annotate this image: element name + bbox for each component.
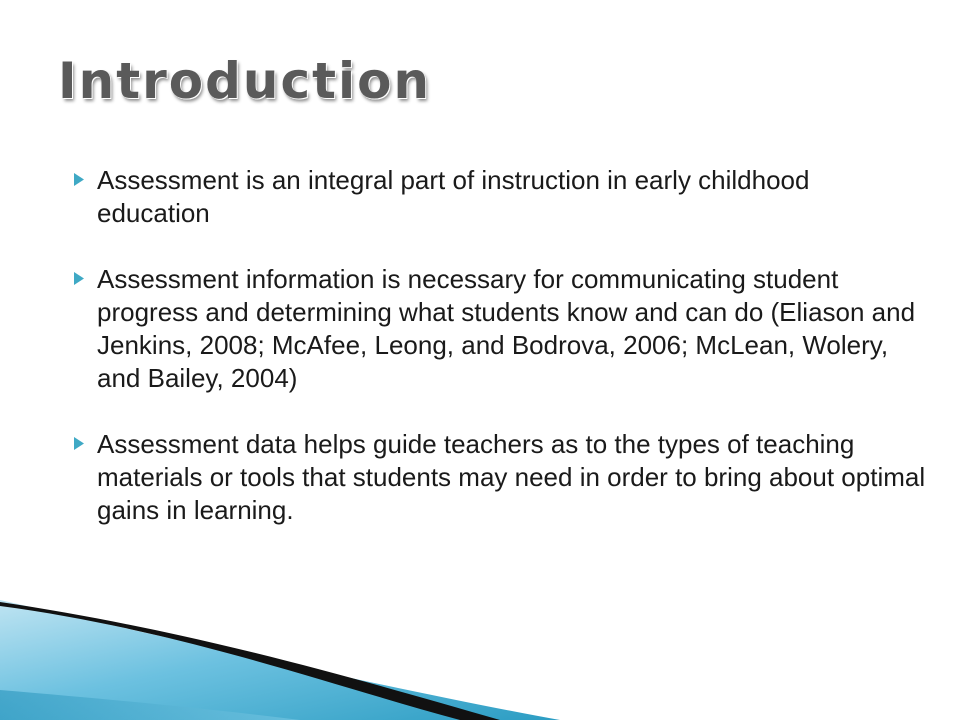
bullet-item [66,164,926,231]
triangle-bullet-icon [74,272,84,285]
triangle-bullet-icon [74,437,84,450]
bullet-item [66,263,926,396]
bullet-text: Assessment information is necessary for communicating student progress and determining what students know and can do (Eliason and Jenkins, 2008; McAfee, Leong, and Bodrova, 2006; McLean, Wolery, and Bailey, 2004) [97,263,916,394]
bullet-text: Assessment is an integral part of instruction in early childhood education [97,165,810,229]
bullet-list [66,164,926,559]
triangle-bullet-icon [74,173,84,186]
slide-title: Introduction [58,52,432,110]
bullet-text: Assessment data helps guide teachers as to the types of teaching materials or tools that students may need in order to bring about optimal gains in learning. [97,428,926,526]
bottom-wave-decoration [0,600,960,720]
bullet-item [66,428,926,528]
